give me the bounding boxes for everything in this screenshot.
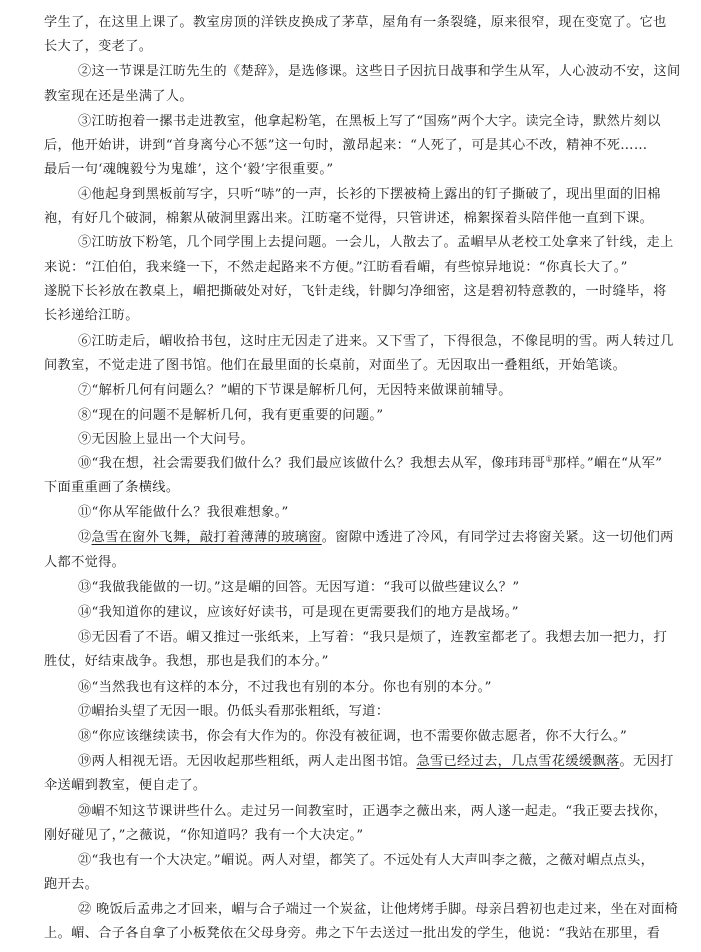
text-segment: ⑤江昉放下粉笔，几个同学围上去提问题。一会儿，人散去了。孟嵋早从老校工处拿来了针线，走上 [78,235,674,250]
text-segment: 胜仗，好结束战争。我想，那也是我们的本分。” [44,654,329,669]
text-line [44,359,626,372]
text-segment: 教室现在还是坐满了人。 [44,89,193,104]
text-line [78,606,519,619]
text-segment: 长大了，变老了。 [44,39,153,54]
text-line [78,681,492,694]
text-line [78,433,254,446]
text-line [78,384,512,397]
text-line [78,409,383,422]
text-segment: ⑧“现在的问题不是解析几何，我有更重要的问题。” [78,408,384,423]
text-segment: 刚好碰见了，”之薇说，“你知道吗？我有一个大决定。” [44,828,364,843]
text-line [44,927,660,940]
text-line [44,779,206,792]
text-segment: ⑦“解析几何有问题么？”嵋的下节课是解析几何，无因特来做课前辅导。 [78,383,512,398]
text-line [78,903,678,916]
text-line [44,163,333,176]
text-line [44,261,628,274]
text-line [78,854,654,867]
text-line [44,212,653,225]
text-segment: 袍，有好几个破洞，棉絮从破洞里露出来。江昉毫不觉得，只管讲述，棉絮探着头陪伴他一直到下课。 [44,211,654,226]
text-segment: ⑬“我做我能做的一切。”这是嵋的回答。无因写道：“我可以做些建议么？” [78,580,520,595]
text-segment: 跑开去。 [44,877,99,892]
text-line [78,115,661,128]
text-line [44,40,152,53]
text-segment: ㉒ 晚饭后孟弗之才回来，嵋与合子端过一个炭盆，让他烤烤手脚。母亲吕碧初也走过来，坐在对面椅 [78,902,679,917]
text-segment: ④他起身到黑板前写字，只听“哧”的一声，长衫的下摆被椅上露出的钉子撕破了，现出里面的旧棉 [78,187,661,202]
text-line [78,581,519,594]
text-segment: 学生了，在这里上课了。教室房顶的洋铁皮换成了茅草，屋角有一条裂缝，原来很窄，现在变宽了。它也 [44,15,667,30]
text-line [78,531,674,544]
text-line [78,506,289,519]
text-line [44,285,667,298]
underlined-phrase: 急雪已经过去，几点雪花缓缓飘落 [416,754,620,769]
text-segment: ②这一节课是江昉先生的《楚辞》，是选修课。这些日子因抗日战事和学生从军，人心波动不安，这间 [78,64,681,79]
text-line [78,188,661,201]
text-line [44,481,179,494]
text-segment: 间教室，不觉走进了图书馆。他们在最里面的长桌前，对面坐了。无因取出一叠粗纸，开始笔谈。 [44,358,627,373]
text-segment: 最后一句‘魂魄毅兮为鬼雄’，这个‘毅’字很重要。” [44,162,334,177]
text-line [44,829,363,842]
text-segment: 。窗隙中透进了冷风，有同学过去将窗关紧。这一切他们两 [321,530,674,545]
text-segment: ⑮无因看了不语。嵋又推过一张纸来，上写着：“我只是烦了，连教室都老了。我想去加一把力，打 [78,630,668,645]
text-segment: 伞送嵋到教室，便自走了。 [44,778,207,793]
text-line [44,90,193,103]
text-segment: ⑲两人相视无语。无因收起那些粗纸，两人走出图书馆。 [78,754,417,769]
text-segment: ③江昉抱着一摞书走进教室，他拿起粉笔，在黑板上写了“国殇”两个大字。读完全诗，默然片刻以 [78,114,661,129]
text-line [44,139,647,152]
text-line [44,309,139,322]
text-line [44,16,667,29]
text-segment: 上。嵋、合子各自拿了小板凳依在父母身旁。弗之下午去送过一批出发的学生，他说：“我站在那里，看 [44,926,661,941]
text-line [78,236,674,249]
text-segment: 人都不觉得。 [44,555,126,570]
text-line [78,705,389,718]
text-segment: 来说：“江伯伯，我来缝一下，不然走起路来不方便。”江昉看看嵋，有些惊异地说：“你真长大了。” [44,260,628,275]
text-segment: 后，他开始讲，讲到“首身离兮心不惩”这一句时，激昂起来：“人死了，可是其心不改，精神不死…… [44,138,648,153]
text-segment: ⑥江昉走后，嵋收拾书包，这时庄无因走了进来。又下雪了，下得很急，不像昆明的雪。两人转过几 [78,334,674,349]
text-segment: ⑰嵋抬头望了无因一眼。仍低头看那张粗纸，写道： [78,704,390,719]
text-line [44,655,329,668]
text-segment: 长衫递给江昉。 [44,308,139,323]
text-segment: 。无因打 [619,754,674,769]
text-line [78,65,681,78]
text-line [78,730,627,743]
text-segment: 那样。”嵋在“从军” [552,456,663,471]
text-segment: ⑳嵋不知这节课讲些什么。走过另一间教室时，正遇李之薇出来，两人遂一起走。“我正要去找你， [78,804,668,819]
footnote-marker: ① [545,454,553,464]
text-line [78,335,674,348]
text-line [78,805,667,818]
text-line [78,454,663,471]
text-segment: ⑨无因脸上显出一个大问号。 [78,432,254,447]
text-line [78,755,674,768]
text-segment: ㉑“我也有一个大决定。”嵋说。两人对望，都笑了。不远处有人大声叫李之薇，之薇对嵋点点头， [78,853,655,868]
text-line [44,556,125,569]
text-segment: ⑫ [78,530,92,545]
text-line [78,631,667,644]
text-line [44,878,98,891]
underlined-phrase: 急雪在窗外飞舞，敲打着薄薄的玻璃窗 [91,530,322,545]
text-segment: ⑯“当然我也有这样的本分，不过我也有别的本分。你也有别的本分。” [78,680,492,695]
text-segment: ⑩“我在想，社会需要我们做什么？我们最应该做什么？我想去从军，像玮玮哥 [78,456,546,471]
text-segment: 遂脱下长衫放在教桌上，嵋把撕破处对好，飞针走线，针脚匀净细密，这是碧初特意教的，一时缝毕，将 [44,284,667,299]
text-segment: ⑪“你从军能做什么？我很难想象。” [78,505,289,520]
text-segment: 下面重重画了条横线。 [44,480,180,495]
text-segment: ⑱“你应该继续读书，你会有大作为的。你没有被征调，也不需要你做志愿者，你不大行么。” [78,729,628,744]
text-segment: ⑭“我知道你的建议，应该好好读书，可是现在更需要我们的地方是战场。” [78,605,519,620]
